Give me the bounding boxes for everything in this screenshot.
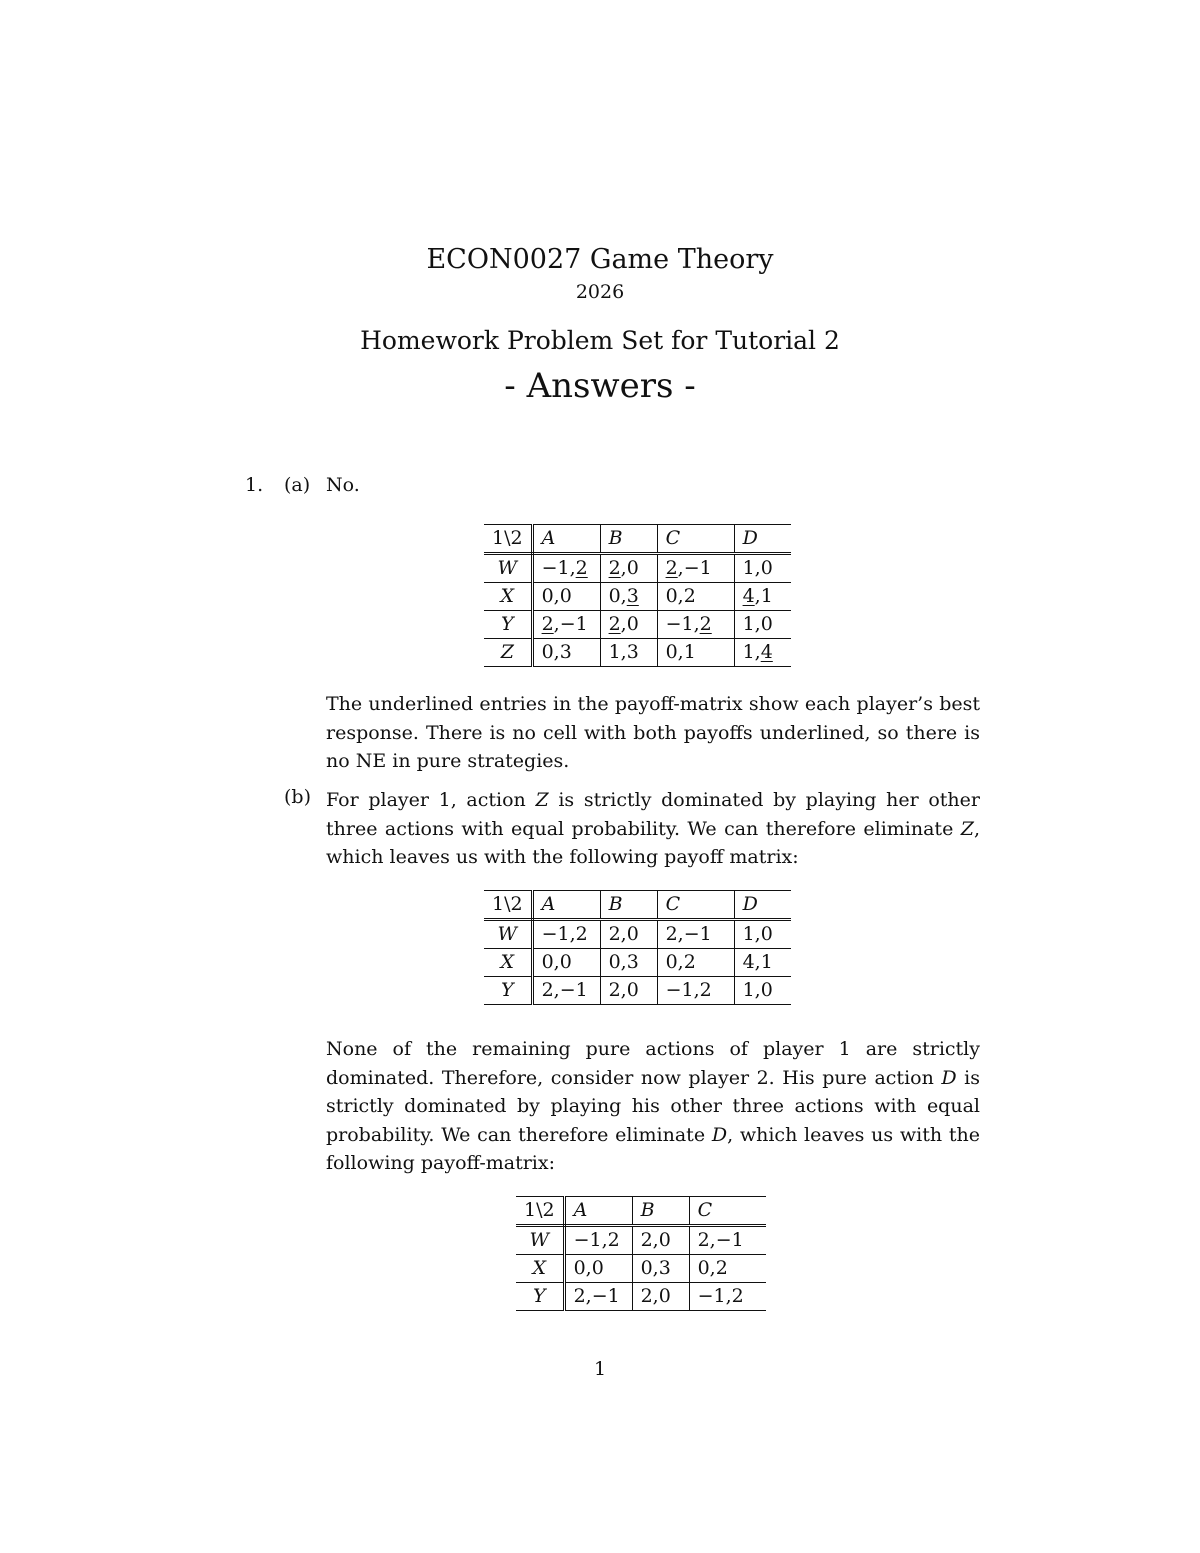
payoff-cell <box>657 583 734 611</box>
payoff-cell: 0,0 <box>564 1255 632 1283</box>
payoff-cell: 2,−1 <box>564 1283 632 1311</box>
var-z: Z <box>960 817 974 840</box>
payoff-cell: −1,2 <box>564 1226 632 1255</box>
paragraph-a: The underlined entries in the payoff-matrix show each player’s best response. There is no cell with both payoffs underlined, so there is no NE in pure strategies. <box>326 693 980 772</box>
payoff-cell: −1,2 <box>689 1283 766 1311</box>
col-header: C <box>657 525 734 554</box>
payoff-cell <box>532 611 600 639</box>
part-a-label: (a) <box>284 474 311 496</box>
payoff-cell <box>600 583 657 611</box>
col-header: A <box>564 1197 632 1226</box>
payoff-part: ,−1 <box>553 613 588 635</box>
payoff-part: 4 <box>760 641 773 663</box>
payoff-cell <box>657 554 734 583</box>
payoff-cell: 0,3 <box>600 949 657 977</box>
payoff-part: 2 <box>575 557 588 579</box>
payoff-cell <box>600 639 657 667</box>
payoff-part: ,−1 <box>677 557 712 579</box>
payoff-cell <box>734 611 791 639</box>
payoff-cell <box>600 611 657 639</box>
document-title: ECON0027 Game Theory <box>426 244 774 275</box>
payoff-cell <box>734 583 791 611</box>
var-d: D <box>711 1123 728 1146</box>
part-b-label: (b) <box>284 786 311 808</box>
matrix-corner: 1\2 <box>516 1197 564 1226</box>
payoff-cell <box>657 639 734 667</box>
payoff-part: ,0 <box>620 557 639 579</box>
payoff-cell: 4,1 <box>734 949 791 977</box>
payoff-part: 2 <box>608 557 621 579</box>
payoff-cell <box>532 583 600 611</box>
payoff-cell <box>734 639 791 667</box>
col-header: A <box>532 525 600 554</box>
page-number: 1 <box>593 1358 607 1380</box>
row-header: Y <box>484 611 532 639</box>
payoff-cell: 0,2 <box>689 1255 766 1283</box>
row-header: Z <box>484 639 532 667</box>
row-header: X <box>484 949 532 977</box>
col-header: C <box>689 1197 766 1226</box>
paragraph-b-text: For player 1, action <box>326 789 526 811</box>
matrix-corner: 1\2 <box>484 525 532 554</box>
payoff-part: 2 <box>665 557 678 579</box>
payoff-cell: 2,0 <box>632 1283 689 1311</box>
row-header: W <box>516 1226 564 1255</box>
paragraph-b <box>326 786 980 872</box>
payoff-cell: 2,−1 <box>532 977 600 1005</box>
payoff-part: −1, <box>541 557 576 579</box>
payoff-cell: 2,−1 <box>689 1226 766 1255</box>
col-header: C <box>657 891 734 920</box>
payoff-part: ,1 <box>754 585 773 607</box>
row-header: Y <box>516 1283 564 1311</box>
col-header: A <box>532 891 600 920</box>
col-header: B <box>600 525 657 554</box>
payoff-matrix-1 <box>484 524 791 667</box>
answers-heading: - Answers - <box>504 366 696 406</box>
row-header: W <box>484 920 532 949</box>
payoff-cell: 1,0 <box>734 920 791 949</box>
payoff-cell: −1,2 <box>657 977 734 1005</box>
payoff-part: 1, <box>742 641 761 663</box>
document-year: 2026 <box>575 281 625 303</box>
payoff-part: 0,0 <box>541 585 572 607</box>
row-header: Y <box>484 977 532 1005</box>
payoff-cell <box>657 611 734 639</box>
paragraph-c-text: None of the remaining pure actions of player 1 are strictly dominated. Therefore, consider now player 2. His pure action <box>326 1038 980 1089</box>
payoff-part: −1, <box>665 613 700 635</box>
payoff-cell <box>734 554 791 583</box>
part-a-answer: No. <box>326 474 360 496</box>
col-header: D <box>734 891 791 920</box>
payoff-cell: 2,0 <box>600 977 657 1005</box>
payoff-part: 2 <box>608 613 621 635</box>
var-z: Z <box>535 789 549 811</box>
payoff-part: ,0 <box>620 613 639 635</box>
payoff-cell: 0,2 <box>657 949 734 977</box>
matrix-corner: 1\2 <box>484 891 532 920</box>
payoff-part: 4 <box>742 585 755 607</box>
payoff-part: 0,2 <box>665 585 696 607</box>
row-header: X <box>484 583 532 611</box>
payoff-cell <box>532 554 600 583</box>
row-header: W <box>484 554 532 583</box>
paragraph-c-text: , which leaves us with the following payoff-matrix: <box>326 1123 981 1174</box>
payoff-cell: 0,0 <box>532 949 600 977</box>
payoff-cell: 0,3 <box>632 1255 689 1283</box>
col-header: B <box>600 891 657 920</box>
payoff-part: 1,0 <box>742 557 773 579</box>
row-header: X <box>516 1255 564 1283</box>
payoff-part: 0, <box>608 585 627 607</box>
payoff-matrix-3 <box>516 1196 766 1311</box>
paragraph-c <box>326 1035 980 1178</box>
payoff-matrix-2 <box>484 890 791 1005</box>
payoff-cell: 2,0 <box>632 1226 689 1255</box>
col-header: D <box>734 525 791 554</box>
payoff-cell: 1,0 <box>734 977 791 1005</box>
payoff-cell: 2,−1 <box>657 920 734 949</box>
col-header: B <box>632 1197 689 1226</box>
paragraph-b-text: , which leaves us with the following payoff matrix: <box>326 817 980 868</box>
var-d: D <box>941 1066 957 1089</box>
payoff-cell <box>532 639 600 667</box>
payoff-cell <box>600 554 657 583</box>
document-subtitle: Homework Problem Set for Tutorial 2 <box>360 326 840 355</box>
paragraph-b-text: is strictly dominated by playing her other three actions with equal probability. We can therefore eliminate <box>326 789 980 840</box>
payoff-cell: −1,2 <box>532 920 600 949</box>
payoff-part: 2 <box>699 613 712 635</box>
payoff-part: 0,3 <box>541 641 572 663</box>
paragraph-c-text: is strictly dominated by playing his other three actions with equal probability. We can therefore eliminate <box>326 1066 980 1146</box>
payoff-cell: 2,0 <box>600 920 657 949</box>
payoff-part: 2 <box>541 613 554 635</box>
payoff-part: 1,0 <box>742 613 773 635</box>
payoff-part: 0,1 <box>665 641 696 663</box>
payoff-part: 1,3 <box>608 641 639 663</box>
payoff-part: 3 <box>626 585 639 607</box>
question-number: 1. <box>245 474 264 496</box>
